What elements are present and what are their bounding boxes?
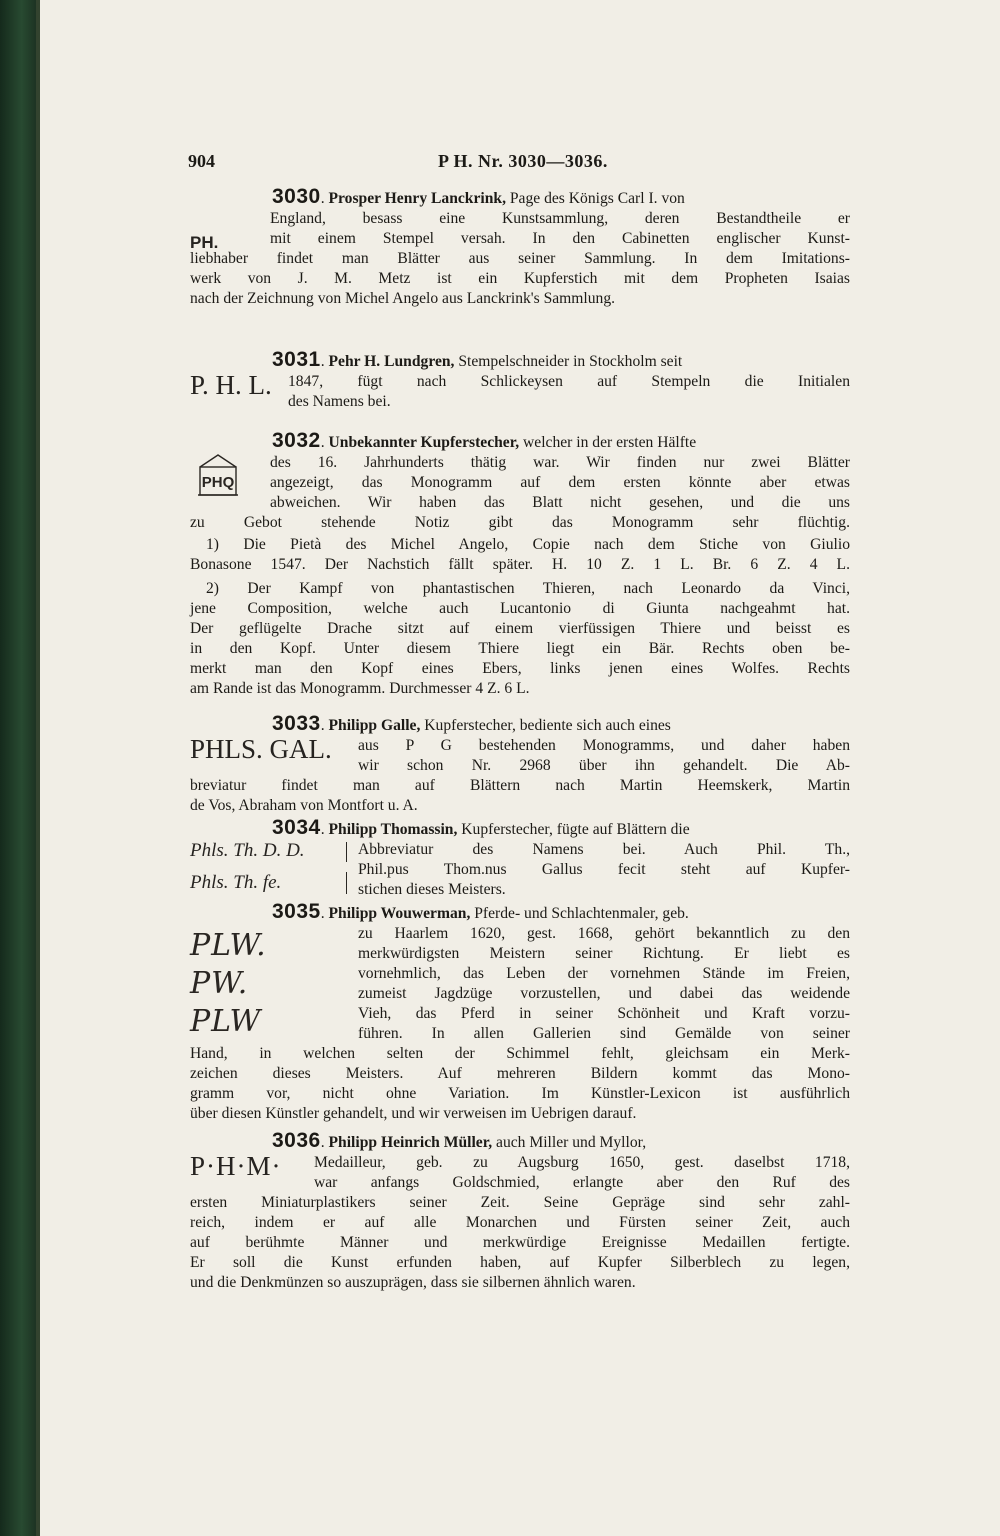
entry-number: 3036	[272, 1129, 321, 1152]
text-line: werk von J. M. Metz ist ein Kupferstich mit dem Propheten Isaias	[190, 270, 850, 287]
monogram-phls-th-dd: Phls. Th. D. D.	[190, 840, 305, 861]
footnote-line: 1) Die Pietà des Michel Angelo, Copie nach dem Stiche von Giulio	[206, 536, 850, 553]
monogram-pw: PW.	[190, 966, 249, 1001]
text-line: auf berühmte Männer und merkwürdige Ereignisse Medaillen fertigte.	[190, 1234, 850, 1251]
text-line: zu Gebot stehende Notiz gibt das Monogramm sehr flüchtig.	[190, 514, 850, 531]
page-number: 904	[188, 151, 215, 171]
monogram-plw-2: PLW	[190, 1004, 262, 1039]
entry-3034-line-1: 3034. Philipp Thomassin, Kupferstecher, fügte auf Blättern die	[272, 816, 690, 839]
book-page	[40, 0, 1000, 1536]
entry-name: Pehr H. Lundgren,	[328, 353, 455, 370]
footnote-line: Der geflügelte Drache sitzt auf einem vierfüssigen Thiere und beisst es	[190, 620, 850, 637]
text-line: de Vos, Abraham von Montfort u. A.	[190, 797, 418, 814]
monogram-phq-icon	[194, 449, 242, 499]
text-line: Er soll die Kunst erfunden haben, auf Kupfer Silberblech zu legen,	[190, 1254, 850, 1271]
running-head	[188, 151, 848, 173]
entry-3030-line-1: 3030. Prosper Henry Lanckrink, Page des Königs Carl I. von	[272, 185, 685, 208]
book-edge	[0, 0, 36, 1536]
running-title: P H. Nr. 3030—3036.	[438, 151, 608, 171]
text-line: angezeigt, das Monogramm auf dem ersten könnte aber etwas	[270, 474, 850, 491]
text-line: Hand, in welchen selten der Schimmel fehlt, gleichsam ein Merk-	[190, 1045, 850, 1062]
footnote-line: am Rande ist das Monogramm. Durchmesser 4 Z. 6 L.	[190, 680, 530, 697]
divider	[346, 872, 347, 894]
text-line: England, besass eine Kunstsammlung, deren Bestandtheile er	[270, 210, 850, 227]
text-line: über diesen Künstler gehandelt, und wir verweisen im Uebrigen darauf.	[190, 1105, 637, 1122]
text-line: wir schon Nr. 2968 über ihn gehandelt. Die Ab-	[358, 757, 850, 774]
footnote-line: in den Kopf. Unter diesem Thiere liegt ein Bär. Rechts oben be-	[190, 640, 850, 657]
text-line: Abbreviatur des Namens bei. Auch Phil. Th.,	[358, 841, 850, 858]
monogram-plw-1: PLW.	[190, 928, 267, 963]
entry-name: Philipp Heinrich Müller,	[328, 1134, 493, 1151]
text-line: 1847, fügt nach Schlickeysen auf Stempeln die Initialen	[288, 373, 850, 390]
text-line: ersten Miniaturplastikers seiner Zeit. Seine Gepräge sind sehr zahl-	[190, 1194, 850, 1211]
monogram-phm: P·H·M·	[190, 1151, 282, 1181]
text-line: aus P G bestehenden Monogramms, und daher haben	[358, 737, 850, 754]
entry-number: 3031	[272, 348, 321, 371]
footnote-line: Bonasone 1547. Der Nachstich fällt später. H. 10 Z. 1 L. Br. 6 Z. 4 L.	[190, 556, 850, 573]
entry-number: 3030	[272, 185, 321, 208]
entry-3032-line-1: 3032. Unbekannter Kupferstecher, welcher in der ersten Hälfte	[272, 429, 697, 452]
text-line: zumeist Jagdzüge vorzustellen, und dabei das weidende	[358, 985, 850, 1002]
entry-number: 3035	[272, 900, 321, 923]
text-line: führen. In allen Gallerien sind Gemälde von seiner	[358, 1025, 850, 1042]
entry-name: Philipp Thomassin,	[328, 821, 458, 838]
text-line: Vieh, das Pferd in seiner Schönheit und Kraft vorzu-	[358, 1005, 850, 1022]
text-line: zeichen dieses Meisters. Auf mehreren Bildern kommt das Mono-	[190, 1065, 850, 1082]
monogram-phls-th-fe: Phls. Th. fe.	[190, 872, 282, 893]
text-line: gramm vor, nicht ohne Variation. Im Künstler-Lexicon ist ausführlich	[190, 1085, 850, 1102]
text-line: stichen dieses Meisters.	[358, 881, 506, 898]
monogram-phq-letters: PHQ	[201, 474, 235, 491]
entry-3031-line-1: 3031. Pehr H. Lundgren, Stempelschneider in Stockholm seit	[272, 348, 683, 371]
text-line: des 16. Jahrhunderts thätig war. Wir finden nur zwei Blätter	[270, 454, 850, 471]
entry-3035-line-1: 3035. Philipp Wouwerman, Pferde- und Schlachtenmaler, geb.	[272, 900, 689, 923]
text-line: Phil.pus Thom.nus Gallus fecit steht auf Kupfer-	[358, 861, 850, 878]
text-line: vornehmlich, das Leben der vornehmen Stände im Freien,	[358, 965, 850, 982]
entry-3033-line-1: 3033. Philipp Galle, Kupferstecher, bediente sich auch eines	[272, 712, 671, 735]
entry-3036-line-1: 3036. Philipp Heinrich Müller, auch Miller und Myllor,	[272, 1129, 647, 1152]
entry-name: Philipp Galle,	[328, 717, 421, 734]
entry-name: Philipp Wouwerman,	[328, 905, 471, 922]
text-line: mit einem Stempel versah. In den Cabinetten englischer Kunst-	[270, 230, 850, 247]
footnote-line: 2) Der Kampf von phantastischen Thieren, nach Leonardo da Vinci,	[206, 580, 850, 597]
text-line: reich, indem er auf alle Monarchen und Fürsten seiner Zeit, auch	[190, 1214, 850, 1231]
text-line: nach der Zeichnung von Michel Angelo aus Lanckrink's Sammlung.	[190, 290, 616, 307]
footnote-line: merkt man den Kopf eines Ebers, links jenen eines Wolfes. Rechts	[190, 660, 850, 677]
text-line: abweichen. Wir haben das Blatt nicht gesehen, und die uns	[270, 494, 850, 511]
text-line: merkwürdigsten Meistern seiner Richtung. Er liebt es	[358, 945, 850, 962]
footnote-line: jene Composition, welche auch Lucantonio di Giunta nachgeahmt hat.	[190, 600, 850, 617]
text-line: Medailleur, geb. zu Augsburg 1650, gest. daselbst 1718,	[314, 1154, 850, 1171]
entry-number: 3034	[272, 816, 321, 839]
monogram-phls-gal: PHLS. GAL.	[190, 734, 332, 764]
text-line: breviatur findet man auf Blättern nach Martin Heemskerk, Martin	[190, 777, 850, 794]
text-line: und die Denkmünzen so auszuprägen, dass sie silbernen ähnlich waren.	[190, 1274, 636, 1291]
divider	[346, 842, 347, 862]
entry-number: 3032	[272, 429, 321, 452]
text-line: war anfangs Goldschmied, erlangte aber den Ruf des	[314, 1174, 850, 1191]
text-line: liebhaber findet man Blätter aus seiner Sammlung. In dem Imitations-	[190, 250, 850, 267]
entry-name: Unbekannter Kupferstecher,	[328, 434, 520, 451]
entry-name: Prosper Henry Lanckrink,	[328, 190, 506, 207]
monogram-phl: P. H. L.	[190, 370, 272, 400]
text-line: zu Haarlem 1620, gest. 1668, gehört bekanntlich zu den	[358, 925, 850, 942]
text-line: des Namens bei.	[288, 393, 391, 410]
entry-number: 3033	[272, 712, 321, 735]
monogram-ph: PH.	[190, 233, 219, 252]
